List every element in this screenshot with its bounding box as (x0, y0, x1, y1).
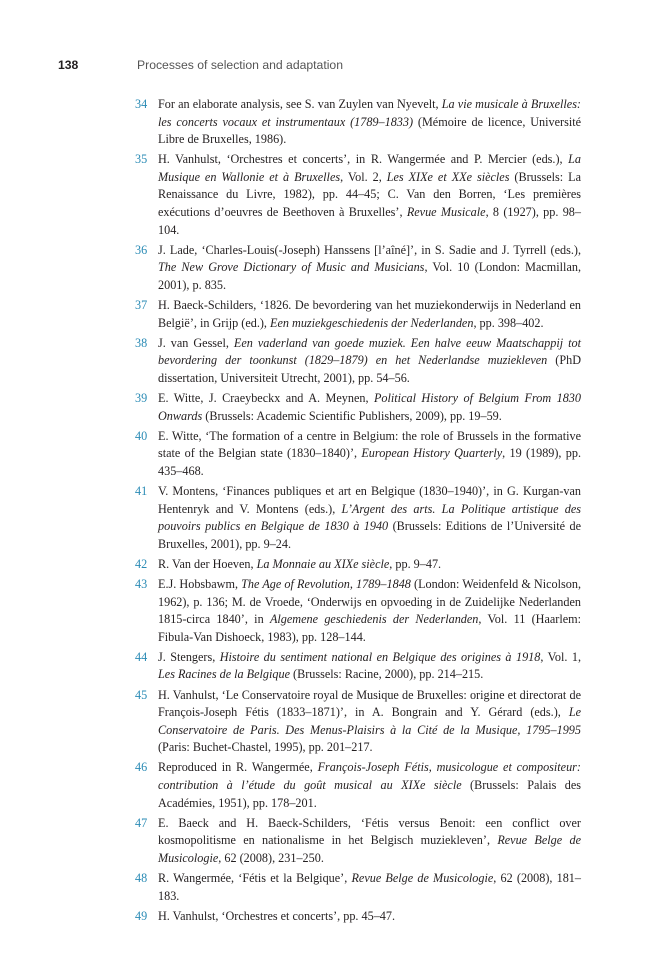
endnote-text: J. van Gessel, Een vaderland van goede muziek. Een halve eeuw Maatschappij tot bevordering der toonkunst (1829–1879) en het Nederlandse muziekleven (PhD dissertation, Universiteit Utrecht, 2001), pp. 54–56. (158, 335, 581, 385)
endnote-text: E. Witte, ‘The formation of a centre in Belgium: the role of Brussels in the formative state of the Belgian state (1830–1840)’, European History Quarterly, 19 (1989), pp. 435–468. (158, 428, 581, 478)
endnote-48 (135, 870, 581, 905)
endnote-36 (135, 242, 581, 295)
endnote-text: E. Witte, J. Craeybeckx and A. Meynen, Political History of Belgium From 1830 Onwards (Brussels: Academic Scientific Publishers, 2009), pp. 19–59. (158, 391, 581, 423)
endnote-number: 35 (135, 152, 148, 167)
endnote-39 (135, 390, 581, 425)
endnote-text: H. Vanhulst, ‘Orchestres et concerts’, in R. Wangermée and P. Mercier (eds.), La Musique en Wallonie et à Bruxelles, Vol. 2, Les XIXe et XXe siècles (Brussels: La Renaissance du Livre, 1982), pp. 44–45; C. Van den Borren, ‘Les premières exécutions d’oeuvres de Beethoven à Bruxelles’, Revue Musicale, 8 (1927), pp. 98–104. (158, 152, 581, 237)
endnote-38 (135, 335, 581, 388)
endnote-number: 45 (135, 687, 148, 702)
endnote-number: 48 (135, 870, 148, 885)
endnote-49 (135, 908, 581, 926)
endnote-35 (135, 151, 581, 239)
endnote-number: 36 (135, 242, 148, 257)
endnote-number: 41 (135, 483, 148, 498)
endnote-text: R. Van der Hoeven, La Monnaie au XIXe siècle, pp. 9–47. (158, 556, 442, 571)
endnote-number: 39 (135, 391, 148, 405)
endnote-44 (135, 649, 581, 684)
endnote-number: 47 (135, 815, 148, 830)
endnote-text: E.J. Hobsbawm, The Age of Revolution, 1789–1848 (London: Weidenfeld & Nicolson, 1962), p. 136; M. de Vroede, ‘Onderwijs en opvoeding in de Zuidelijke Nederlanden 1815-circa 1840’, in Algemene geschiedenis der Nederlanden, Vol. 11 (Haarlem: Fibula-Van Dishoeck, 1983), pp. 128–144. (158, 576, 581, 644)
endnote-40 (135, 428, 581, 481)
endnote-46 (135, 759, 581, 812)
endnote-text: H. Vanhulst, ‘Le Conservatoire royal de Musique de Bruxelles: origine et directorat de François-Joseph Fétis (1833–1871)’, in A. Bongrain and Y. Gérard (eds.), Le Conservatoire de Paris. Des Menus-Plaisirs à la Cité de la Musique, 1795–1995 (Paris: Buchet-Chastel, 1995), pp. 201–217. (158, 687, 581, 755)
endnote-number: 44 (135, 649, 148, 664)
endnote-text: R. Wangermée, ‘Fétis et la Belgique’, Revue Belge de Musicologie, 62 (2008), 181–183. (158, 870, 581, 903)
endnote-text: J. Lade, ‘Charles-Louis(-Joseph) Hanssens [l’aîné]’, in S. Sadie and J. Tyrrell (eds.), The New Grove Dictionary of Music and Musicians, Vol. 10 (London: Macmillan, 2001), p. 835. (158, 242, 581, 292)
running-head (58, 56, 343, 74)
endnote-text: Reproduced in R. Wangermée, François-Joseph Fétis, musicologue et compositeur: contribution à l’étude du goût musical au XIXe siècle (Brussels: Palais des Académies, 1951), pp. 178–201. (158, 760, 581, 810)
endnote-41 (135, 483, 581, 553)
endnote-text: H. Baeck-Schilders, ‘1826. De bevordering van het muziekonderwijs in Nederland en België’, in Grijp (ed.), Een muziekgeschiedenis der Nederlanden, pp. 398–402. (158, 298, 581, 330)
endnote-number: 37 (135, 298, 148, 313)
endnote-text: For an elaborate analysis, see S. van Zuylen van Nyevelt, La vie musicale à Bruxelles: les concerts vocaux et instrumentaux (1789–1833) (Mémoire de licence, Université Libre de Bruxelles, 1986). (158, 97, 581, 147)
endnote-43 (135, 576, 581, 646)
endnote-number: 46 (135, 760, 148, 775)
endnote-42 (135, 556, 581, 574)
endnotes-list (135, 96, 581, 928)
endnote-number: 34 (135, 97, 148, 111)
running-title: Processes of selection and adaptation (137, 58, 343, 72)
endnote-text: V. Montens, ‘Finances publiques et art en Belgique (1830–1940)’, in G. Kurgan-van Hentenryk and V. Montens (eds.), L’Argent des arts. La Politique artistique des pouvoirs publics en Belgique de 1830 à 1940 (Brussels: Editions de l’Université de Bruxelles, 2001), pp. 9–24. (158, 483, 581, 551)
endnote-text: E. Baeck and H. Baeck-Schilders, ‘Fétis versus Benoit: een conflict over kosmopolitisme en nationalisme in het Belgisch muziekleven’, Revue Belge de Musicologie, 62 (2008), 231–250. (158, 815, 581, 865)
page-number: 138 (58, 58, 79, 72)
endnote-number: 49 (135, 908, 148, 923)
endnote-47 (135, 815, 581, 868)
endnote-45 (135, 687, 581, 757)
endnote-text: H. Vanhulst, ‘Orchestres et concerts’, pp. 45–47. (158, 908, 396, 923)
endnote-34 (135, 96, 581, 149)
endnote-number: 40 (135, 428, 148, 443)
endnote-text: J. Stengers, Histoire du sentiment national en Belgique des origines à 1918, Vol. 1, Les Racines de la Belgique (Brussels: Racine, 2000), pp. 214–215. (158, 649, 581, 682)
endnote-number: 43 (135, 576, 148, 591)
endnote-number: 42 (135, 556, 148, 571)
endnote-number: 38 (135, 335, 148, 350)
endnote-37 (135, 297, 581, 332)
